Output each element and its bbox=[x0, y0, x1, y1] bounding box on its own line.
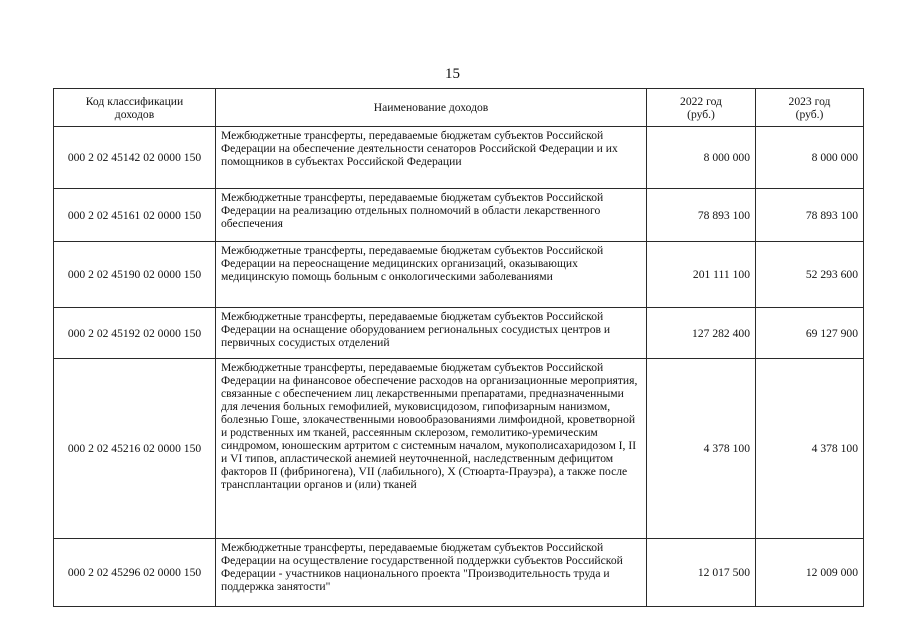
row-name: Межбюджетные трансферты, передаваемые бюджетам субъектов Российской Федерации на осуществление государственной поддержки субъектов Российской Федерации - участников национального проекта "Производительность труда и поддержка занятости" bbox=[216, 539, 647, 607]
header-year-2022-line2: (руб.) bbox=[687, 107, 715, 121]
row-amount-2022: 201 111 100 bbox=[647, 242, 756, 308]
header-year-2022 bbox=[647, 89, 756, 127]
row-amount-2022: 4 378 100 bbox=[647, 359, 756, 539]
page-number: 15 bbox=[445, 66, 460, 82]
table-row bbox=[54, 242, 864, 308]
row-code: 000 2 02 45142 02 0000 150 bbox=[54, 127, 216, 189]
row-amount-2022: 127 282 400 bbox=[647, 308, 756, 359]
row-amount-2023: 52 293 600 bbox=[756, 242, 864, 308]
row-amount-2023: 8 000 000 bbox=[756, 127, 864, 189]
revenue-table bbox=[53, 88, 864, 607]
header-year-2023-line2: (руб.) bbox=[795, 107, 824, 121]
header-name-label: Наименование доходов bbox=[373, 101, 489, 114]
row-name: Межбюджетные трансферты, передаваемые бюджетам субъектов Российской Федерации на переоснащение медицинских организаций, оказывающих медицинскую помощь больным с онкологическими заболеваниями bbox=[216, 242, 647, 308]
row-code: 000 2 02 45296 02 0000 150 bbox=[54, 539, 216, 607]
header-year-2022-line1: 2022 год bbox=[680, 94, 722, 108]
table-row bbox=[54, 308, 864, 359]
row-amount-2023: 4 378 100 bbox=[756, 359, 864, 539]
row-code: 000 2 02 45216 02 0000 150 bbox=[54, 359, 216, 539]
row-name: Межбюджетные трансферты, передаваемые бюджетам субъектов Российской Федерации на обеспечение деятельности сенаторов Российской Федерации и их помощников в субъектах Российской Федерации bbox=[216, 127, 647, 189]
row-amount-2022: 8 000 000 bbox=[647, 127, 756, 189]
header-code-line2: доходов bbox=[114, 107, 155, 121]
table-row bbox=[54, 539, 864, 607]
row-amount-2023: 12 009 000 bbox=[756, 539, 864, 607]
header-name bbox=[216, 89, 647, 127]
header-year-2023 bbox=[756, 89, 864, 127]
table-header-row bbox=[54, 89, 864, 127]
row-code: 000 2 02 45192 02 0000 150 bbox=[54, 308, 216, 359]
row-name: Межбюджетные трансферты, передаваемые бюджетам субъектов Российской Федерации на финансовое обеспечение расходов на организационные мероприятия, связанные с обеспечением лиц лекарственными препаратами, предназначенными для лечения больных гемофилией, муковисцидозом, гипофизарным нанизмом, болезнью Гоше, злокачественными новообразованиями лимфоидной, кроветворной и родственных им тканей, рассеянным склерозом, гемолитико-уремическим синдромом, юношеским артритом с системным началом, мукополисахаридозом I, II и VI типов, апластической анемией неуточненной, наследственным дефицитом факторов II (фибриногена), VII (лабильного), X (Стюарта-Прауэра), а также после трансплантации органов и (или) тканей bbox=[216, 359, 647, 539]
row-amount-2022: 78 893 100 bbox=[647, 189, 756, 242]
row-code: 000 2 02 45161 02 0000 150 bbox=[54, 189, 216, 242]
row-code: 000 2 02 45190 02 0000 150 bbox=[54, 242, 216, 308]
table-row bbox=[54, 359, 864, 539]
header-code bbox=[54, 89, 216, 127]
header-code-line1: Код классификации bbox=[85, 94, 184, 108]
row-amount-2023: 78 893 100 bbox=[756, 189, 864, 242]
table-row bbox=[54, 127, 864, 189]
row-name: Межбюджетные трансферты, передаваемые бюджетам субъектов Российской Федерации на реализацию отдельных полномочий в области лекарственного обеспечения bbox=[216, 189, 647, 242]
row-amount-2023: 69 127 900 bbox=[756, 308, 864, 359]
header-year-2023-line1: 2023 год bbox=[788, 94, 831, 108]
table-row bbox=[54, 189, 864, 242]
row-amount-2022: 12 017 500 bbox=[647, 539, 756, 607]
row-name: Межбюджетные трансферты, передаваемые бюджетам субъектов Российской Федерации на оснащение оборудованием региональных сосудистых центров и первичных сосудистых отделений bbox=[216, 308, 647, 359]
